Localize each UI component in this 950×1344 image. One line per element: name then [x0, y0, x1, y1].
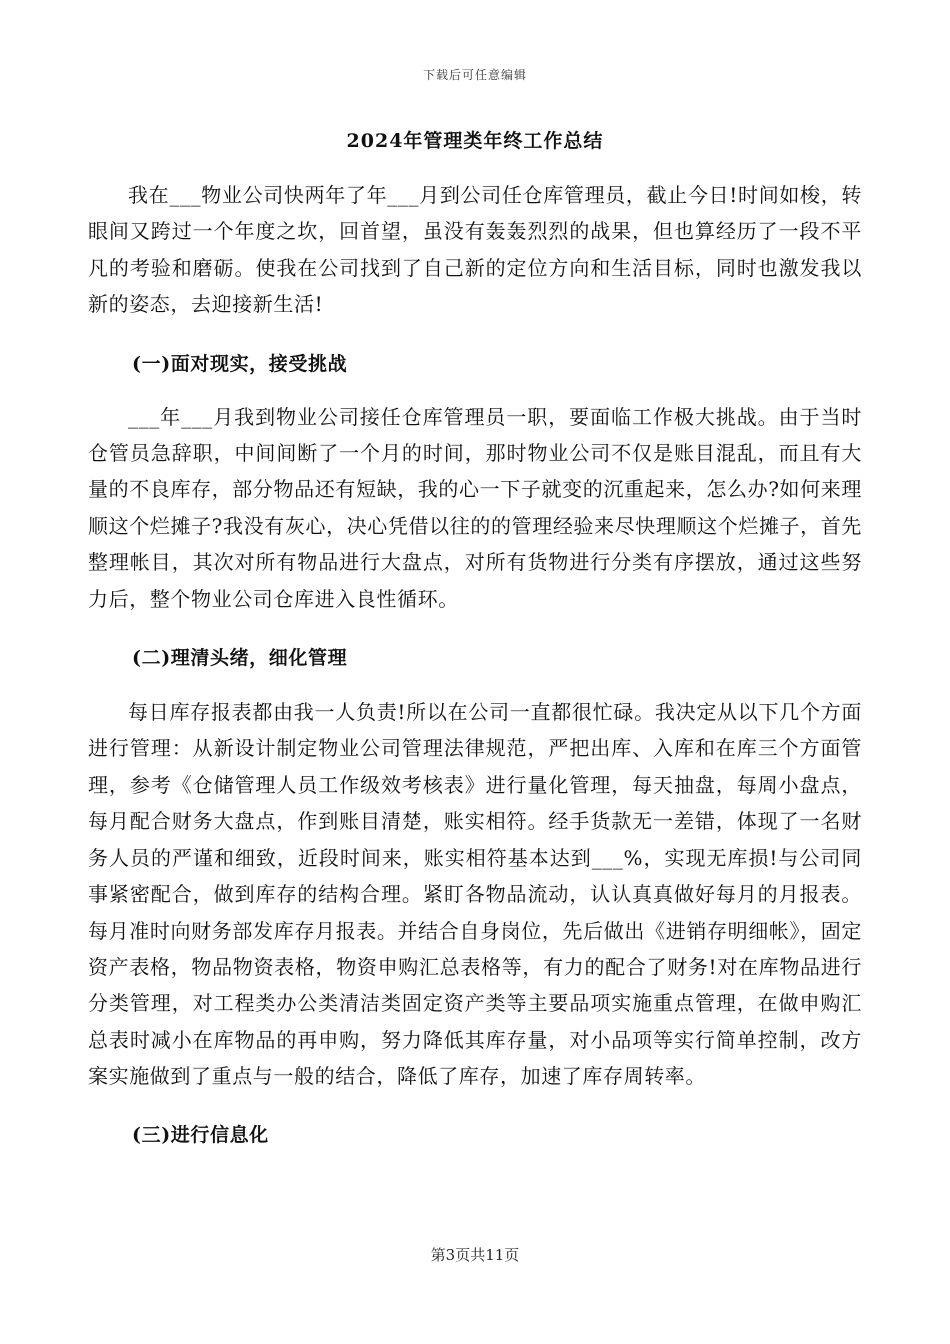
intro-paragraph: 我在___物业公司快两年了年___月到公司任仓库管理员，截止今日!时间如梭，转眼间又跨过一个年度之坎，回首望，虽没有轰轰烈烈的战果，但也算经历了一段不平凡的考验和磨砺。使我在公司找到了自己新的定位方向和生活目标，同时也激发我以新的姿态，去迎接新生活!: [88, 183, 862, 317]
section-1-heading: (一)面对现实，接受挑战: [132, 352, 348, 375]
page-number-footer: 第3页共11页: [430, 1246, 520, 1264]
section-1-paragraph: ___年___月我到物业公司接任仓库管理员一职，要面临工作极大挑战。由于当时仓管员急辞职，中间间断了一个月的时间，那时物业公司不仅是账目混乱，而且有大量的不良库存，部分物品还有短缺，我的心一下子就变的沉重起来，怎么办?如何来理顺这个烂摊子?我没有灰心，决心凭借以往的的管理经验来尽快理顺这个烂摊子，首先整理帐目，其次对所有物品进行大盘点，对所有货物进行分类有序摆放，通过这些努力后，整个物业公司仓库进入良性循环。: [88, 404, 862, 611]
document-body: [88, 177, 862, 1153]
document-title: 2024年管理类年终工作总结: [346, 130, 604, 152]
page-header-note: 下载后可任意编辑: [422, 68, 527, 82]
section-3-heading: (三)进行信息化: [132, 1123, 269, 1146]
section-2-paragraph: 每日库存报表都由我一人负责!所以在公司一直都很忙碌。我决定从以下几个方面进行管理：从新设计制定物业公司管理法律规范，严把出库、入库和在库三个方面管理，参考《仓储管理人员工作级效考核表》进行量化管理，每天抽盘，每周小盘点，每月配合财务大盘点，作到账目清楚，账实相符。经手货款无一差错，体现了一名财务人员的严谨和细致，近段时间来，账实相符基本达到___%，实现无库损!与公司同事紧密配合，做到库存的结构合理。紧盯各物品流动，认认真真做好每月的月报表。每月准时向财务部发库存月报表。并结合自身岗位，先后做出《进销存明细帐》，固定资产表格，物品物资表格，物资申购汇总表格等，有力的配合了财务!对在库物品进行分类管理，对工程类办公类清洁类固定资产类等主要品项实施重点管理，在做申购汇总表时减小在库物品的再申购，努力降低其库存量，对小品项等实行简单控制，改方案实施做到了重点与一般的结合，降低了库存，加速了库存周转率。: [88, 700, 862, 1089]
section-2-heading: (二)理清头绪，细化管理: [132, 647, 348, 670]
